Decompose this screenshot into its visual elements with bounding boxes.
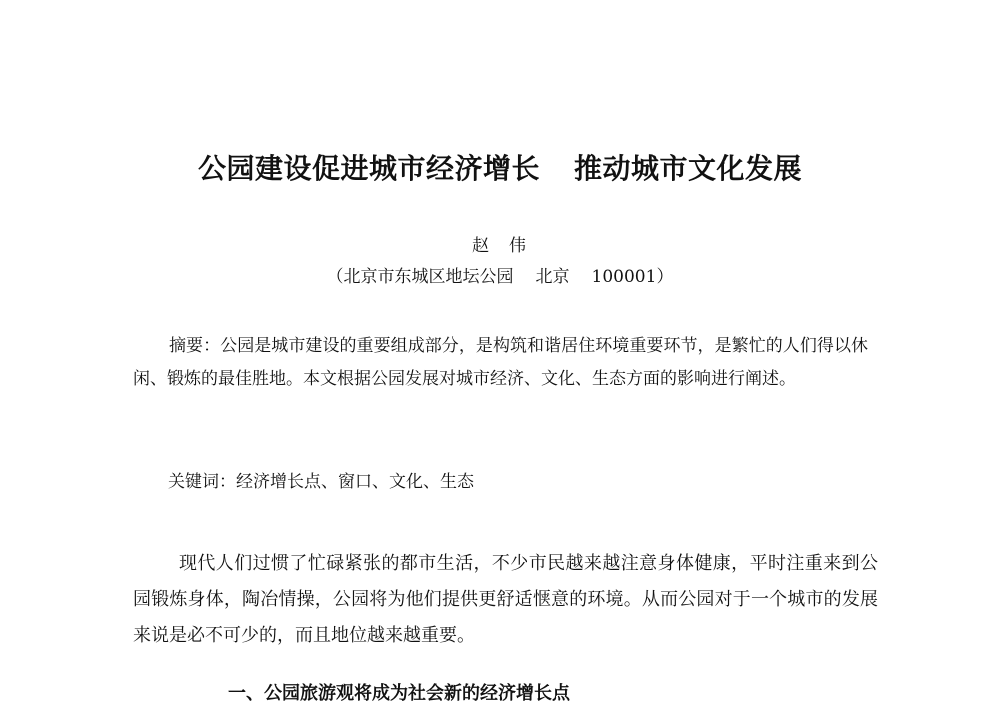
affiliation-place: 北京市东城区地坛公园 <box>343 267 514 287</box>
paper-title <box>0 147 1000 187</box>
author-name <box>0 231 1000 256</box>
keywords-text: 经济增长点、窗口、文化、生态 <box>236 472 474 492</box>
title-part-1: 公园建设促进城市经济增长 <box>197 152 540 185</box>
abstract <box>133 330 868 396</box>
keywords <box>168 467 868 497</box>
affiliation-city: 北京 <box>535 267 570 287</box>
keywords-label: 关键词： <box>168 472 236 492</box>
title-part-2: 推动城市文化发展 <box>574 152 803 185</box>
author-given: 赵 <box>472 236 491 256</box>
abstract-label: 摘要： <box>169 336 221 356</box>
author-family: 伟 <box>509 236 528 256</box>
affiliation-zip: 100001 <box>591 267 657 287</box>
abstract-text: 公园是城市建设的重要组成部分，是构筑和谐居住环境重要环节，是繁忙的人们得以休闲、锻炼的最佳胜地。本文根据公园发展对城市经济、文化、生态方面的影响进行阐述。 <box>133 336 869 389</box>
section-heading: 一、公园旅游观将成为社会新的经济增长点 <box>228 683 570 704</box>
body-paragraph: 现代人们过惯了忙碌紧张的都市生活，不少市民越来越注意身体健康，平时注重来到公园锻炼身体，陶冶情操，公园将为他们提供更舒适惬意的环境。从而公园对于一个城市的发展来说是必不可少的，而且地位越来越重要。 <box>133 553 878 646</box>
author-affiliation: （北京市东城区地坛公园 北京 100001） <box>326 267 674 287</box>
